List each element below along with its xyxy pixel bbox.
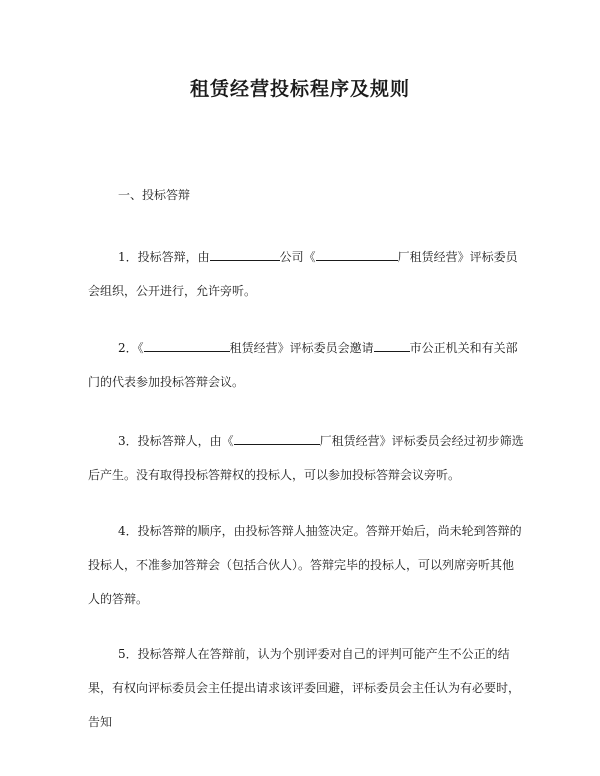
fill-blank-city (374, 338, 410, 352)
paragraph-1 (88, 240, 524, 308)
paragraph-2-part-c: 市公正机关和有关部门的代表参加投标答辩会议。 (88, 341, 518, 389)
paragraph-5: 5．投标答辩人在答辩前，认为个别评委对自己的评判可能产生不公正的结果，有权向评标委员会主任提出请求该评委回避，评标委员会主任认为有必要时，告知 (88, 647, 521, 729)
fill-blank-factory-2 (234, 431, 320, 445)
paragraph-3-part-a: 3．投标答辩人，由《 (118, 434, 234, 448)
paragraph-4: 4．投标答辩的顺序，由投标答辩人抽签决定。答辩开始后，尚未轮到答辩的投标人，不准参加答辩会（包括合伙人）。答辩完毕的投标人，可以列席旁听其他人的答辩。 (88, 524, 522, 606)
paragraph-1-part-a: 1．投标答辩，由 (118, 250, 210, 264)
paragraph-2-part-a: 2．《 (118, 341, 144, 355)
paragraph-1-part-b: 公司《 (279, 250, 316, 264)
fill-blank-company (210, 247, 280, 261)
paragraph-2-part-b: 租赁经营》评标委员会邀请 (229, 341, 374, 355)
fill-blank-factory (316, 247, 398, 261)
paragraph-2 (88, 331, 524, 399)
document-title: 租赁经营投标程序及规则 (189, 78, 410, 100)
paragraph-3-part-b: 厂租赁经营》评标委员会经过初步筛选后产生。没有取得投标答辩权的投标人，可以参加投标答辩会议旁听。 (88, 434, 524, 482)
paragraph-3 (88, 424, 524, 492)
section-heading: 一、投标答辩 (118, 188, 191, 202)
fill-blank-lease-name (144, 338, 230, 352)
paragraph-1-part-c: 厂租赁经营》评标委员会组织，公开进行，允许旁听。 (88, 250, 518, 298)
